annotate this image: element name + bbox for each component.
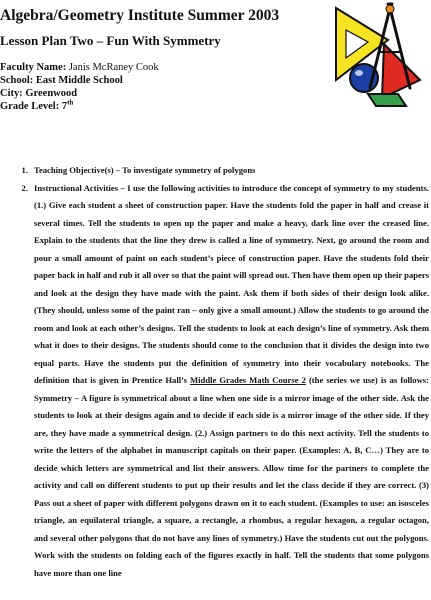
- faculty-row: [0, 61, 300, 74]
- item-text-part: (the series we use) is as follows: Symmetry – A figure is symmetrical about a line when one side is a mirror image of the other side. Ask the students to look at their designs again and to decide if each side is a mirror image of the other side. If they are, they have made a symmetrical design. (2.) Assign partners to do this next activity. Tell the students to write the letters of the alphabet in manuscript capitals on their paper. (Examples: A, B, C…) They are to decide which letters are symmetrical and list their answers. Allow time for the partners to complete the activity and call on different students to put up their results and let the class decide if they are correct. (3) Pass out a sheet of paper with different polygons drawn on it to each student. (Examples to use: an isosceles triangle, an equilateral triangle, a square, a rectangle, a rhombus, a regular hexagon, a regular octagon, and several other polygons that do not have any lines of symmetry.) Have the students cut out the polygons. Work with the students on folding each of the figures exactly in half. Tell the students that some polygons have more than one line: [34, 375, 429, 578]
- document-header: [0, 6, 300, 113]
- list-item: [0, 162, 429, 180]
- lesson-meta: [0, 61, 300, 113]
- grade-suffix: th: [67, 98, 74, 107]
- city-value: Greenwood: [25, 88, 78, 99]
- grade-row: [0, 100, 300, 113]
- item-text: [34, 180, 429, 583]
- lesson-items: [0, 162, 429, 582]
- list-item: [0, 180, 429, 583]
- item-text: Teaching Objective(s) – To investigate symmetry of polygons: [34, 165, 256, 175]
- city-row: [0, 87, 300, 100]
- geometry-tools-logo-icon: [328, 2, 426, 112]
- item-text-part: Instructional Activities – I use the following activities to introduce the concept of symmetry to my students. (1.) Give each student a sheet of construction paper. Have the students fold the paper in half and crease it several times. Tell the students to open up the paper and make a heavy, dark line over the creased line. Explain to the students that the line they drew is called a line of symmetry. Next, go around the room and pour a small amount of paint on each student’s piece of construction paper. Have the students fold their paper back in half and rub it all over so that the paint will spread out. Then have them open up their papers and look at the design they have made with the paint. Ask them if both sides of their design look alike. (They should, unless some of the paint ran – only give a small amount.) Allow the students to go around the room and look at each other’s designs. Tell the students to look at each design’s line of symmetry. Ask them what it does to their designs. The students should come to the conclusion that it divides the design into two equal parts. Have the students put the definition of symmetry into their vocabulary notebooks. The definition that is given in Prentice Hall’s: [34, 182, 429, 385]
- item-number: 2.: [21, 182, 28, 193]
- page-title: Algebra/Geometry Institute Summer 2003: [0, 7, 280, 24]
- item-number: 1.: [21, 165, 28, 175]
- faculty-label: Faculty Name:: [0, 62, 67, 73]
- grade-label: Grade Level:: [0, 101, 60, 112]
- lesson-subtitle: Lesson Plan Two – Fun With Symmetry: [0, 33, 221, 48]
- grade-value: [61, 98, 74, 112]
- school-row: [0, 74, 300, 87]
- textbook-reference: Middle Grades Math Course 2: [190, 375, 306, 385]
- school-value: East Middle School: [35, 75, 123, 86]
- faculty-value: Janis McRaney Cook: [68, 62, 159, 73]
- grade-number: 7: [61, 101, 68, 112]
- school-label: School:: [0, 75, 34, 86]
- city-label: City:: [0, 88, 23, 99]
